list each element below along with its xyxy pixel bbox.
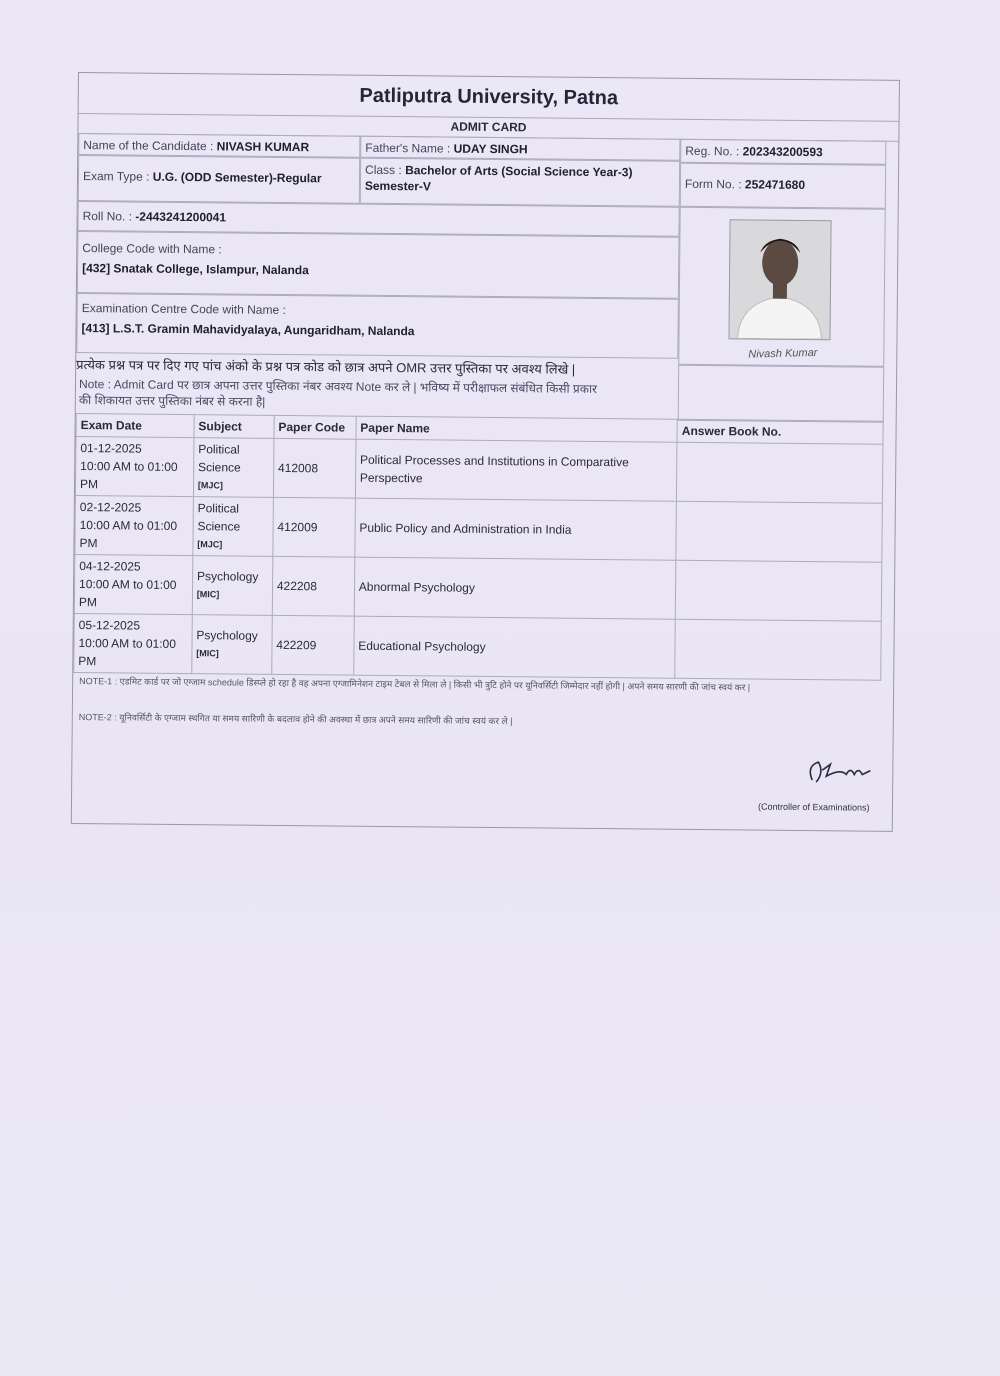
answer-book-no <box>675 619 881 680</box>
exam-date-cell <box>74 613 192 673</box>
admit-card <box>71 72 900 832</box>
roll-no: -2443241200041 <box>135 209 227 225</box>
answer-book-no <box>677 442 883 503</box>
subject-cell <box>192 615 273 675</box>
header-paper-name: Paper Name <box>356 416 678 442</box>
reg-no: 202343200593 <box>742 144 823 160</box>
candidate-name-label: Name of the Candidate : <box>83 138 214 154</box>
university-title: Patliputra University, Patna <box>359 84 619 110</box>
note-1: NOTE-1 : एडमिट कार्ड पर जो एग्जाम schedule डिस्प्ले हो रहा है वह अपना एग्जामिनेशन टाइम टेबल से मिला ले | किसी भी त्रुटि होने पर यूनिवर्सिटी जिम्मेदार नहीं होगी | अपने समय सारणी की जांच स्वयं कर | <box>79 676 751 693</box>
candidate-photo <box>728 219 831 340</box>
header-exam-date: Exam Date <box>76 413 194 437</box>
exam-schedule-table <box>73 413 883 681</box>
exam-type-label: Exam Type : <box>82 169 150 184</box>
paper-code: 412009 <box>273 497 355 557</box>
paper-name: Political Processes and Institutions in Comparative Perspective <box>355 439 677 501</box>
answer-book-no <box>676 501 882 562</box>
form-no-label: Form No. : <box>684 176 742 192</box>
table-row <box>74 554 882 621</box>
person-photo-icon <box>729 220 830 339</box>
exam-date: 04-12-2025 <box>79 559 141 574</box>
subject: Political Science <box>197 442 241 475</box>
note-line-2: की शिकायत उत्तर पुस्तिका नंबर से करना है| <box>78 393 266 409</box>
answer-book-no <box>676 560 882 621</box>
father-name-label: Father's Name : <box>365 140 451 156</box>
paper-code: 412008 <box>273 438 355 498</box>
exam-time: 10:00 AM to 01:00 PM <box>79 518 178 551</box>
paper-code: 422209 <box>272 615 354 675</box>
class-cell <box>360 158 680 207</box>
header-answer-book: Answer Book No. <box>677 419 883 444</box>
blank-cell <box>678 365 885 423</box>
father-name: UDAY SINGH <box>453 141 528 157</box>
exam-date-cell <box>74 554 192 614</box>
subject: Psychology <box>196 569 259 584</box>
paper-code: 422208 <box>272 556 354 616</box>
exam-time: 10:00 AM to 01:00 PM <box>79 459 178 492</box>
college-name: [432] Snatak College, Islampur, Nalanda <box>82 261 309 278</box>
exam-type: U.G. (ODD Semester)-Regular <box>152 169 322 186</box>
exam-time: 10:00 AM to 01:00 PM <box>78 636 176 669</box>
subject-cell <box>192 556 273 616</box>
table-row <box>75 495 883 562</box>
subject-tag: [MIC] <box>196 648 219 659</box>
admit-card-heading: ADMIT CARD <box>450 119 527 135</box>
subject-tag: [MIC] <box>196 589 220 600</box>
centre-name: [413] L.S.T. Gramin Mahavidyalaya, Aungaridham, Nalanda <box>81 321 415 339</box>
subject-tag: [MJC] <box>197 539 223 550</box>
college-cell <box>77 231 680 299</box>
reg-no-cell <box>680 139 886 165</box>
reg-no-label: Reg. No. : <box>685 143 740 159</box>
paper-name: Public Policy and Administration in India <box>355 498 677 560</box>
controller-label: (Controller of Examinations) <box>757 801 870 813</box>
subject: Political Science <box>197 501 241 534</box>
exam-date: 01-12-2025 <box>80 441 142 456</box>
note-line-1: Note : Admit Card पर छात्र अपना उत्तर पुस्तिका नंबर अवश्य Note कर ले | भविष्य में परीक्षाफल संबंधित किसी प्रकार <box>78 377 598 396</box>
omr-instruction: प्रत्येक प्रश्न पत्र पर दिए गए पांच अंको के प्रश्न पत्र कोड को छात्र अपने OMR उत्तर पुस्तिका पर अवश्य लिखे | <box>76 356 576 377</box>
father-name-cell <box>360 136 680 161</box>
subject-cell <box>193 438 274 498</box>
subject-cell <box>193 497 274 557</box>
candidate-signature: Nivash Kumar <box>748 346 818 361</box>
exam-time: 10:00 AM to 01:00 PM <box>78 577 177 610</box>
class-label: Class : <box>365 162 402 178</box>
centre-label: Examination Centre Code with Name : <box>81 301 286 318</box>
table-row <box>74 613 882 680</box>
form-no: 252471680 <box>744 177 806 192</box>
candidate-name-cell <box>78 133 360 158</box>
exam-date-cell <box>75 436 193 496</box>
paper-name: Educational Psychology <box>353 616 675 678</box>
class-name: Bachelor of Arts (Social Science Year-3) Semester-V <box>364 163 633 194</box>
form-no-cell <box>680 163 886 209</box>
candidate-name: NIVASH KUMAR <box>216 139 310 155</box>
subject-tag: [MJC] <box>197 480 223 491</box>
exam-date-cell <box>75 495 193 555</box>
exam-type-cell <box>78 155 360 204</box>
header-subject: Subject <box>194 415 274 439</box>
subject: Psychology <box>196 628 258 643</box>
college-label: College Code with Name : <box>82 241 222 257</box>
paper-name: Abnormal Psychology <box>354 557 676 619</box>
exam-date: 02-12-2025 <box>79 500 142 515</box>
controller-signature-icon <box>800 752 880 793</box>
note-2: NOTE-2 : यूनिवर्सिटी के एग्जाम स्थगित या समय सारिणी के बदलाव होने की अवस्था में छात्र अपने समय सारिणी की जांच स्वयं कर ले | <box>78 712 513 727</box>
centre-cell <box>76 293 679 359</box>
table-row <box>75 436 883 503</box>
roll-no-label: Roll No. : <box>82 209 133 224</box>
header-paper-code: Paper Code <box>274 415 356 439</box>
exam-date: 05-12-2025 <box>78 618 141 633</box>
